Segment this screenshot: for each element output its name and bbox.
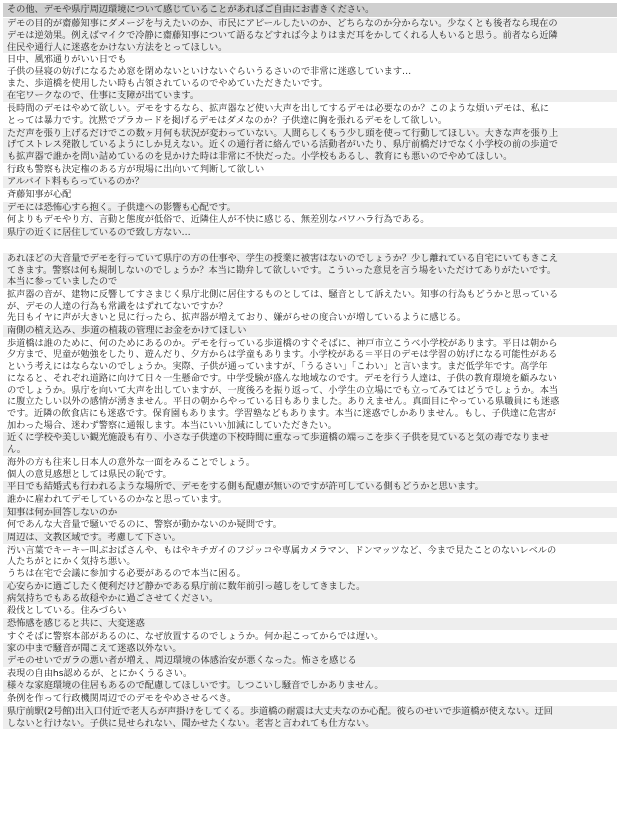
response-line: 海外の方も往来し日本人の意外な一面をみることでしょう。 <box>7 456 256 468</box>
response-line: 長時間のデモはやめて欲しい。デモをするなら、拡声器など使い大声を出してするデモは必要なのか？このような煩いデモは、私に <box>7 103 550 115</box>
response-line: 個人の意見感想としては県民の恥です。 <box>7 468 172 480</box>
response-line: 何よりもデモやり方、言動と態度が低俗で、近隣住人が不快に感じる、無差別なパワハラ行為である。 <box>7 214 430 226</box>
response-row <box>3 668 617 680</box>
response-line: 南側の植え込み、歩道の植栽の管理にお金をかけてほしい <box>7 325 247 337</box>
response-line: あれほどの大音量でデモを行っていて県庁の方の仕事や、学生の授業に被害はないのでしょうか？少し離れている自宅にいてもきこえ <box>7 252 559 264</box>
response-list <box>0 18 620 729</box>
response-row <box>3 618 617 630</box>
blank-row <box>3 240 617 252</box>
response-line: デモには恐怖心すら抱く。子供達への影響も心配です。 <box>7 201 236 213</box>
response-line: 表現の自由hs認めるが、とにかくうるさい。 <box>7 667 193 679</box>
response-row <box>3 432 617 455</box>
response-line: 日中、風邪通りがいい日でも <box>7 54 127 66</box>
response-row <box>3 227 617 239</box>
response-row <box>3 325 617 337</box>
response-line: です。近隣の飲食店にも迷惑です。保育園もあります。学習塾などもあります。本当に迷惑でしかありません。もし、子供達に危害が <box>7 408 556 419</box>
response-line: 殺伐としている。住みづらい <box>7 605 127 617</box>
response-row <box>3 693 617 705</box>
response-row <box>3 338 617 432</box>
response-line: デモのせいでガラの悪い者が増え、周辺環境の体感治安が悪くなった。怖さを感じる <box>7 655 357 667</box>
response-row <box>3 54 617 89</box>
response-line: 県庁前駅(2号館)出入口付近で老人らが声掛けをしてくる。歩道橋の耐震は大丈夫なのか心配。彼らのせいで歩道橋が使えない。迂回 <box>7 705 553 717</box>
response-row <box>3 706 617 729</box>
response-row <box>3 289 617 324</box>
response-line: 心安らかに過ごしたく便利だけど静かである県庁前に数年前引っ越しをしてきました。 <box>7 580 366 592</box>
response-line: 平日でも結婚式も行われるような場所で、デモをする側も配慮が無いのですが許可している側もどうかと思います。 <box>7 481 484 493</box>
response-line: という考えにはならないのでしょうか。実際、子供が通っていますが、「うるさい」「こわい」と言います。まだ低学年です。高学年 <box>7 361 548 373</box>
response-row <box>3 581 617 604</box>
response-line: すぐそばに警察本部があるのに、なぜ放置するのでしょうか。何か起こってからでは遅い。 <box>7 630 384 642</box>
response-line: 恐怖感を感じると共に、大変迷惑 <box>7 617 145 629</box>
response-row <box>3 519 617 531</box>
response-line: が、デモの人達の行為も常識をはずれてないですか？ <box>7 300 228 312</box>
response-line: 県庁の近くに居住しているので致し方ない… <box>7 227 191 239</box>
question-header: その他、デモや県庁周辺環境について感じていることがあればご自由にお書きください。 <box>3 3 617 17</box>
response-line: デモの目的が齋藤知事にダメージを与えたいのか、市民にアピールしたいのか、どちらなのか分からない。少なくとも後者なら現在の <box>7 18 558 30</box>
response-row <box>3 680 617 692</box>
response-line: 在宅ワークなので、仕事に支障が出ています。 <box>7 90 200 102</box>
response-row <box>3 90 617 102</box>
response-line: 誰かに雇われてデモしているのかなと思っています。 <box>7 493 227 505</box>
response-row <box>3 507 617 519</box>
response-line: のでしょうか。県庁を向いて大声を出していますが、一度後ろを振り返って、小学生の立場にでも立ってみてはどうでしょうか。本当 <box>7 384 559 396</box>
response-row <box>3 164 617 176</box>
response-line: 拡声器の音が、建物に反響してすさまじく県庁北側に居住するものとしては、騒音として訴えたい。知事の行為もどうかと思っている <box>7 288 559 300</box>
response-line: 病気持ちでもある故穏やかに過ごさせてください。 <box>7 592 219 604</box>
response-row <box>3 643 617 666</box>
response-line: 何であんな大音量で騒いでるのに、警察が動かないのか疑問です。 <box>7 519 282 531</box>
response-row <box>3 494 617 506</box>
response-row <box>3 481 617 493</box>
response-line: 加わった場合、迷わず警察に通報します。本当にいい加減にしていただきたい。 <box>7 419 337 431</box>
response-row <box>3 605 617 617</box>
response-line: 本当に参っていましたので <box>7 276 118 288</box>
response-row <box>3 545 617 580</box>
response-row <box>3 253 617 288</box>
response-line: また、歩道橋を使用したい時も占領されているのでやめていただきたいです。 <box>7 77 328 89</box>
response-line: 先日もイヤに声が大きいと見に行ったら、拡声器が増えており、嫌がらせの度合いが増しているように感じる。 <box>7 312 467 324</box>
response-line: うちは在宅で会議に参加する必要があるので本当に困る。 <box>7 568 246 580</box>
response-line: 人たちがとにかく気持ち悪い。 <box>7 556 136 568</box>
response-line: 斉藤知事が心配 <box>7 189 72 201</box>
response-row <box>3 18 617 53</box>
response-line: 住民や通行人に迷惑をかけない方法をとってほしい。 <box>7 41 228 53</box>
response-line: げてストレス発散しているようにしか見えない。近くの通行者に絡んでいる活動者がいたり、県庁前橋だけでなく小学校の前の歩道で <box>7 139 558 151</box>
response-line: 様々な家庭環境の住居もあるので配慮してほしいです。しつこいし騒音でしかありません。 <box>7 680 384 692</box>
response-row <box>3 457 617 480</box>
response-line: 子供の昼寝の妨げになるため窓を閉めないといけないぐらいうるさいので非常に迷惑しています… <box>7 66 412 78</box>
response-row <box>3 631 617 643</box>
response-line: 周辺は、文教区域です。考慮して下さい。 <box>7 532 181 544</box>
response-line: 条例を作って行政機関周辺でのデモをやめさせるべき。 <box>7 693 237 705</box>
response-row <box>3 103 617 126</box>
response-row <box>3 128 617 163</box>
response-line: 汚い言葉でキーキー叫ぶおばさんや、もはやキチガイのフジッコや専属カメラマン、ドンマッツなど、今まで見たことのないレベルの <box>7 544 557 556</box>
response-line: になると、それぞれ道路に向けて日々一生懸命です。中学受験が盛んな地域なのです。デモを行う人達は、子供の教育環境を顧みない <box>7 372 557 384</box>
response-line: 歩道橋は誰のために、何のためにあるのか。デモを行っている歩道橋のすぐそばに、神戸市立こうべ小学校があります。平日は朝から <box>7 337 558 349</box>
response-line: 近くに学校や美しい観光施設も有り、小さな子供達の下校時間に重なって歩道橋の端っこを歩く子供を見ていると気の毒でなりませ <box>7 432 550 444</box>
response-row <box>3 189 617 201</box>
response-line: しないと行けない。子供に見せられない、聞かせたくない。老害と言われても仕方ない。 <box>7 717 375 729</box>
response-row <box>3 214 617 226</box>
response-line: 家の中まで騒音が聞こえて迷惑以外ない。 <box>7 643 182 655</box>
response-row <box>3 532 617 544</box>
response-line: てきます。警察は何も規制しないのでしょうか？本当に勘弁して欲しいです。こういった意見を言う場をいただけてありがたいです。 <box>7 264 557 276</box>
response-line: デモは逆効果。例えばマイクで冷静に齋藤知事について語るなどすれば今よりはまだ耳をかしてくれる人もいると思う。前者なら近隣 <box>7 29 558 41</box>
response-line: も拡声器で誰かを問い詰めているのを見かけた時は非常に不快だった。小学校もあるし、教育にも悪いのでやめてほしい。 <box>7 150 513 162</box>
response-line: 知事は何か回答しないのか <box>7 506 118 518</box>
response-line: に腹立たしい以外の感情が湧きません。平日の朝からやっている日もありました。ありえません。真面目にやっている県職員にも迷惑 <box>7 396 560 408</box>
response-row <box>3 176 617 188</box>
response-line: とっては暴力です。沈黙でプラカードを掲げるデモはダメなのか？子供達に胸を張れるデモをして欲しい。 <box>7 114 448 126</box>
response-line: 夕方まで、児童が勉強をしたり、遊んだり、夕方からは学童もあります。小学校がある＝平日のデモは学習の妨げになる可能性がある <box>7 349 558 361</box>
response-line: アルバイト料もらっているのか？ <box>7 176 144 188</box>
response-line: ん。 <box>7 444 26 456</box>
response-line: ただ声を張り上げるだけでこの数ヶ月何も状況が変わっていない。人間らしくもう少し頭を使って行動してほしい。大きな声を張り上 <box>7 127 559 139</box>
response-row <box>3 202 617 214</box>
response-line: 行政も警察も決定権のある方が現場に出向いて判断して欲しい <box>7 163 265 175</box>
